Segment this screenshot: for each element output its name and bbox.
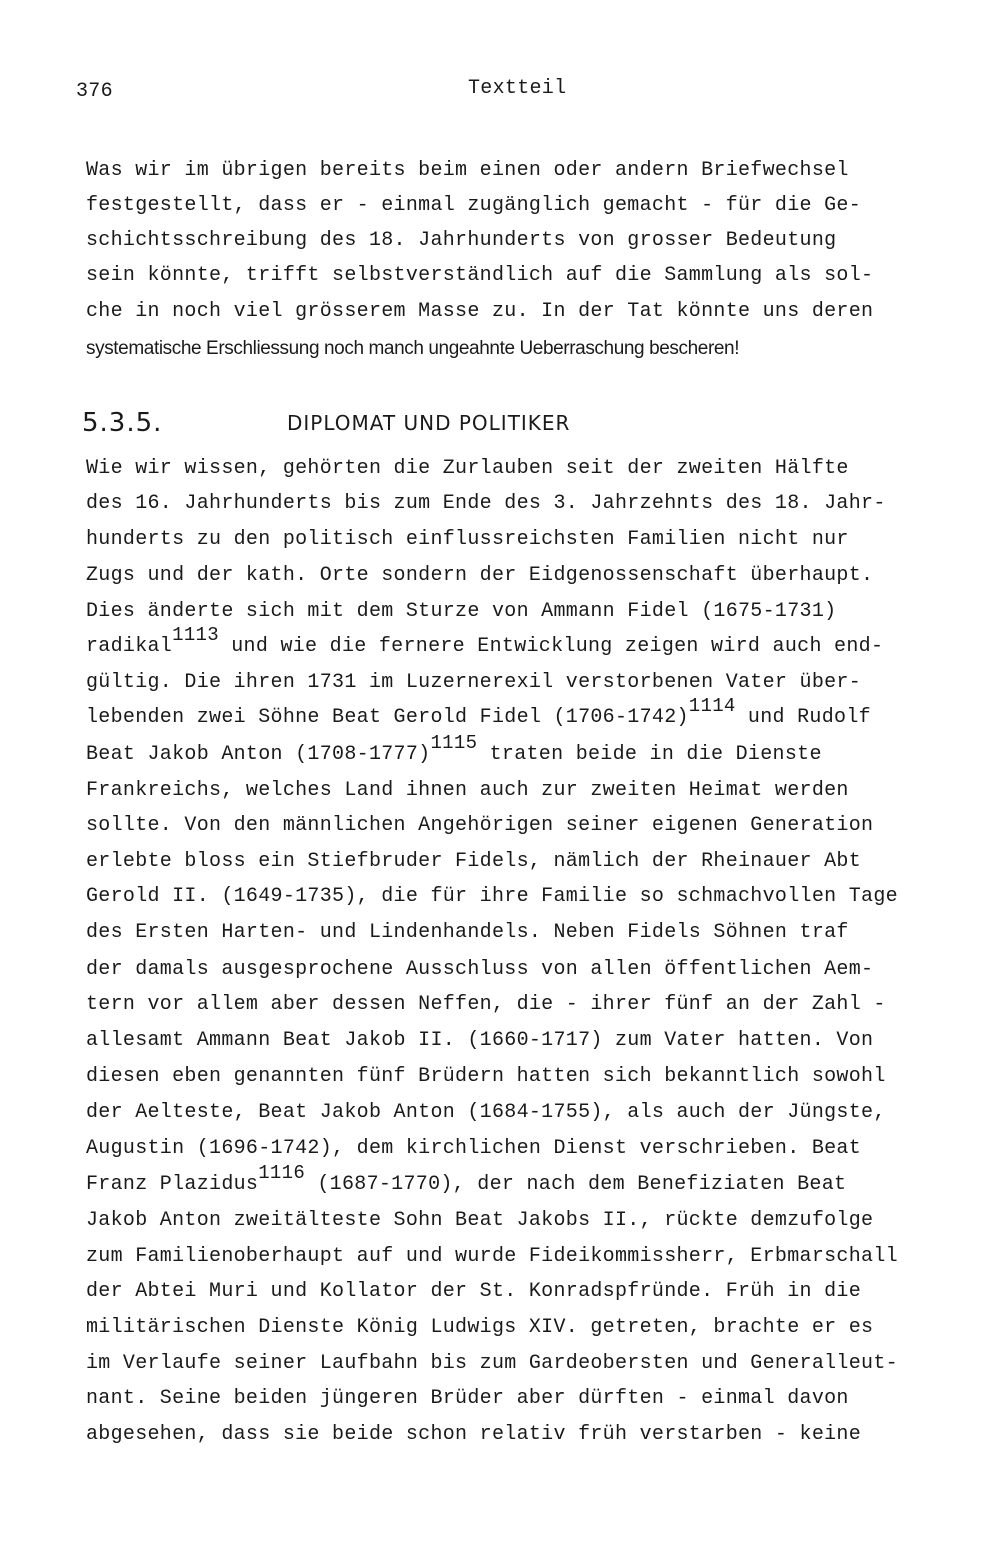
running-title: Textteil	[468, 77, 567, 100]
paragraph2-line	[86, 1162, 847, 1196]
paragraph2-line: Frankreichs, welches Land ihnen auch zur zweiten Heimat werden	[86, 779, 849, 802]
paragraph2-line: abgesehen, dass sie beide schon relativ früh verstarben - keine	[86, 1423, 862, 1446]
paragraph2-line: diesen eben genannten fünf Brüdern hatten sich bekanntlich sowohl	[86, 1065, 886, 1088]
paragraph2-line: erlebte bloss ein Stiefbruder Fidels, nämlich der Rheinauer Abt	[86, 850, 862, 873]
line-text: lebenden zwei Söhne Beat Gerold Fidel (1706-1742)	[86, 706, 689, 729]
section-number: 5.3.5.	[82, 408, 163, 438]
paragraph1-line: festgestellt, dass er - einmal zugänglich gemacht - für die Ge-	[86, 194, 862, 217]
paragraph1-line: che in noch viel grösserem Masse zu. In der Tat könnte uns deren	[86, 300, 874, 323]
line-text: und Rudolf	[747, 706, 871, 729]
paragraph2-line: der Abtei Muri und Kollator der St. Konradspfründe. Früh in die	[86, 1280, 862, 1303]
paragraph2-line: tern vor allem aber dessen Neffen, die - ihrer fünf an der Zahl -	[86, 993, 886, 1016]
paragraph2-line: Augustin (1696-1742), dem kirchlichen Dienst verschrieben. Beat	[86, 1137, 862, 1160]
paragraph2-line: Gerold II. (1649-1735), die für ihre Familie so schmachvollen Tage	[86, 885, 898, 908]
paragraph2-line: Dies änderte sich mit dem Sturze von Ammann Fidel (1675-1731)	[86, 600, 837, 623]
line-text: traten beide in die Dienste	[489, 743, 822, 766]
paragraph1-line: sein könnte, trifft selbstverständlich auf die Sammlung als sol-	[86, 264, 874, 287]
paragraph2-line	[86, 732, 822, 766]
paragraph2-line: Zugs und der kath. Orte sondern der Eidgenossenschaft überhaupt.	[86, 564, 874, 587]
paragraph2-line: hunderts zu den politisch einflussreichsten Familien nicht nur	[86, 528, 849, 551]
paragraph2-line: der Aelteste, Beat Jakob Anton (1684-1755), als auch der Jüngste,	[86, 1101, 886, 1124]
line-text: (1687-1770), der nach dem Benefiziaten Beat	[317, 1173, 847, 1196]
paragraph2-line: nant. Seine beiden jüngeren Brüder aber dürften - einmal davon	[86, 1387, 849, 1410]
footnote-marker: 1114	[688, 695, 736, 718]
paragraph2-line: allesamt Ammann Beat Jakob II. (1660-1717) zum Vater hatten. Von	[86, 1029, 874, 1052]
paragraph2-line: im Verlaufe seiner Laufbahn bis zum Gardeobersten und Generalleut-	[86, 1352, 898, 1375]
line-text: und wie die fernere Entwicklung zeigen wird auch end-	[231, 635, 884, 658]
line-text: Beat Jakob Anton (1708-1777)	[86, 743, 431, 766]
paragraph2-line: Wie wir wissen, gehörten die Zurlauben seit der zweiten Hälfte	[86, 457, 849, 480]
paragraph2-line: gültig. Die ihren 1731 im Luzernerexil verstorbenen Vater über-	[86, 671, 862, 694]
footnote-marker: 1113	[172, 624, 219, 647]
paragraph1-line: systematische Erschliessung noch manch ungeahnte Ueberraschung bescheren!	[86, 338, 740, 359]
paragraph2-line: sollte. Von den männlichen Angehörigen seiner eigenen Generation	[86, 814, 874, 837]
page-number: 376	[76, 80, 113, 103]
paragraph2-line: des 16. Jahrhunderts bis zum Ende des 3. Jahrzehnts des 18. Jahr-	[86, 492, 886, 515]
paragraph2-line: militärischen Dienste König Ludwigs XIV. getreten, brachte er es	[86, 1316, 874, 1339]
paragraph2-line	[86, 695, 871, 729]
paragraph1-line: schichtsschreibung des 18. Jahrhunderts von grosser Bedeutung	[86, 229, 837, 252]
line-text: Franz Plazidus	[86, 1173, 259, 1196]
paragraph2-line: Jakob Anton zweitälteste Sohn Beat Jakobs II., rückte demzufolge	[86, 1209, 874, 1232]
footnote-marker: 1115	[430, 732, 478, 755]
paragraph1-line: Was wir im übrigen bereits beim einen oder andern Briefwechsel	[86, 159, 849, 182]
paragraph2-line	[86, 624, 884, 658]
paragraph2-line: der damals ausgesprochene Ausschluss von allen öffentlichen Aem-	[86, 958, 874, 981]
footnote-marker: 1116	[258, 1162, 306, 1185]
paragraph2-line: zum Familienoberhaupt auf und wurde Fideikommissherr, Erbmarschall	[86, 1245, 898, 1268]
section-title: DIPLOMAT UND POLITIKER	[287, 411, 571, 435]
paragraph2-line: des Ersten Harten- und Lindenhandels. Neben Fidels Söhnen traf	[86, 921, 849, 944]
line-text: radikal	[86, 635, 173, 658]
